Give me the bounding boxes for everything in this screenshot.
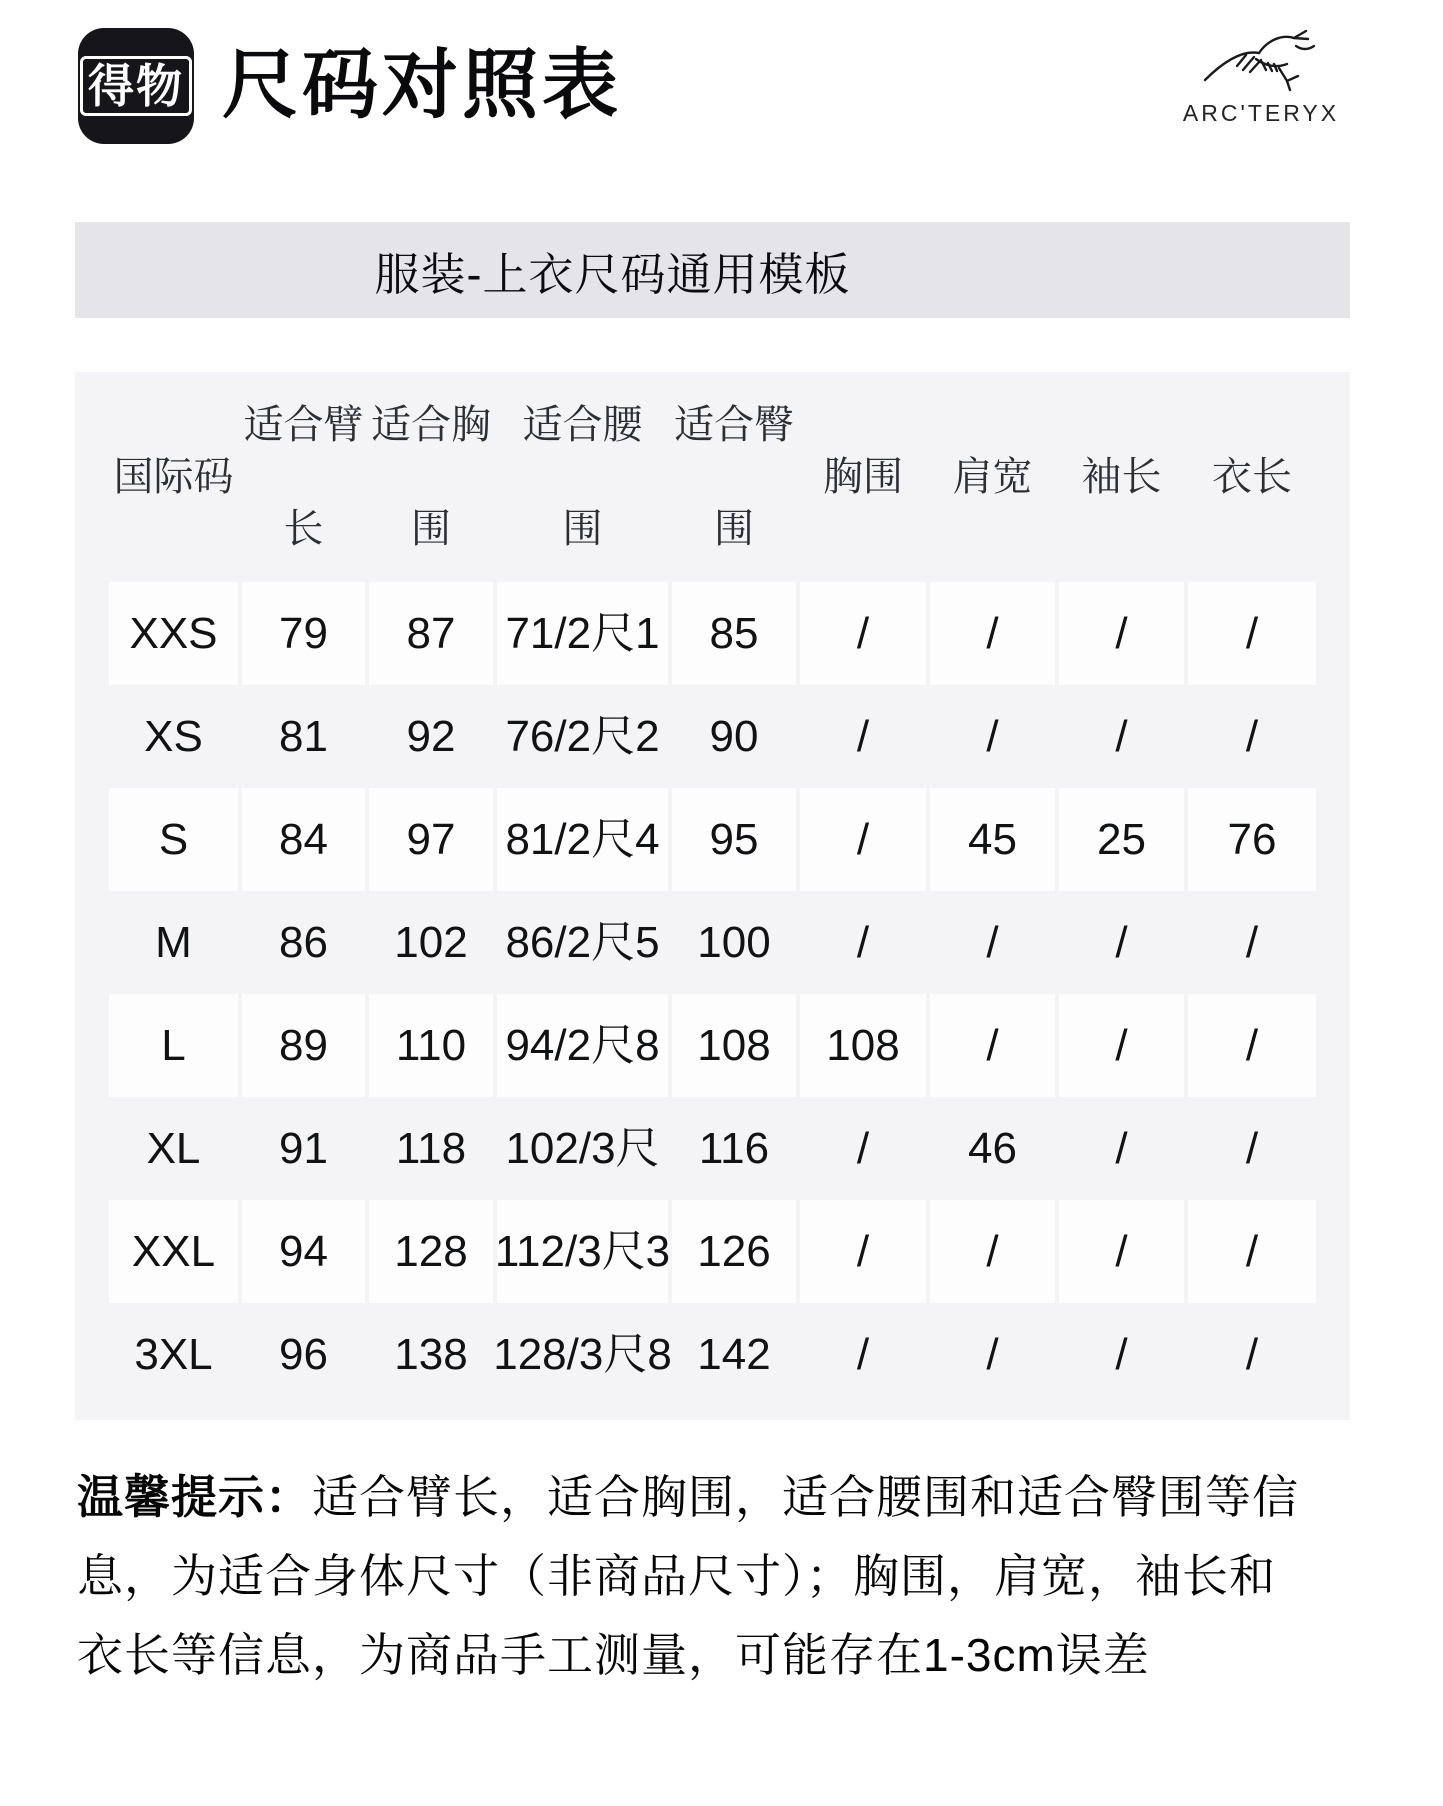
value-cell: 89 (242, 994, 365, 1097)
page-title: 尺码对照表 (222, 43, 622, 128)
value-cell: / (856, 917, 870, 967)
value-cell: / (930, 582, 1055, 685)
value-cell: 128 (369, 1200, 493, 1303)
col-header-fit-arm-length: 适合臂 长 (243, 403, 364, 551)
template-banner-text: 服装-上衣尺码通用模板 (374, 248, 851, 300)
value-cell: / (930, 1200, 1055, 1303)
value-cell: / (1059, 1200, 1184, 1303)
value-cell: / (1245, 1329, 1259, 1379)
value-cell: / (1245, 917, 1259, 967)
value-cell: / (930, 994, 1055, 1097)
value-cell: 126 (672, 1200, 796, 1303)
value-cell: 100 (697, 917, 771, 967)
value-cell: 94/2尺8 (497, 994, 668, 1097)
value-cell: 90 (709, 711, 759, 761)
value-cell: 94 (242, 1200, 365, 1303)
size-cell-XXL: XXL (109, 1200, 238, 1303)
dewu-logo (78, 28, 194, 144)
value-cell: / (856, 1329, 870, 1379)
value-cell: 128/3尺8 (493, 1329, 672, 1379)
value-cell: / (800, 1200, 926, 1303)
dewu-logo-text: 得物 (80, 56, 192, 116)
value-cell: / (1115, 917, 1128, 967)
value-cell: 108 (800, 994, 926, 1097)
value-cell: 102/3尺 (505, 1123, 660, 1173)
value-cell: 116 (698, 1123, 770, 1173)
footer-note (77, 1458, 1373, 1695)
size-cell-L: L (109, 994, 238, 1097)
value-cell: 84 (242, 788, 365, 891)
value-cell: / (1115, 711, 1128, 761)
size-cell-XL: XL (146, 1123, 201, 1173)
value-cell: / (1188, 1200, 1316, 1303)
footer-note-line: 温馨提示：适合臂长，适合胸围，适合腰围和适合臀围等信 (77, 1471, 1299, 1523)
size-cell-3XL: 3XL (134, 1329, 213, 1379)
value-cell: 81/2尺4 (497, 788, 668, 891)
col-header-shoulder: 肩宽 (952, 455, 1033, 499)
value-cell: / (856, 1123, 870, 1173)
value-cell: / (1245, 1123, 1259, 1173)
col-header-garment-length: 衣长 (1212, 455, 1292, 499)
value-cell: 79 (242, 582, 365, 685)
value-cell: 46 (968, 1123, 1017, 1173)
arcteryx-wordmark: ARC'TERYX (1182, 100, 1340, 126)
page-header (78, 28, 622, 144)
size-cell-S: S (109, 788, 238, 891)
value-cell: / (1115, 1123, 1128, 1173)
value-cell: 96 (279, 1329, 328, 1379)
value-cell: 108 (672, 994, 796, 1097)
value-cell: 138 (394, 1329, 468, 1379)
size-cell-XS: XS (144, 711, 203, 761)
value-cell: / (800, 582, 926, 685)
value-cell: / (1188, 994, 1316, 1097)
col-header-fit-chest: 适合胸 围 (371, 403, 491, 551)
col-header-chest: 胸围 (823, 455, 903, 499)
size-cell-XXS: XXS (109, 582, 238, 685)
value-cell: 112/3尺3 (497, 1200, 668, 1303)
value-cell: 102 (394, 917, 468, 967)
value-cell: / (800, 788, 926, 891)
value-cell: 142 (697, 1329, 771, 1379)
value-cell: / (1059, 994, 1184, 1097)
value-cell: 95 (672, 788, 796, 891)
value-cell: / (1188, 582, 1316, 685)
value-cell: 86/2尺5 (505, 917, 660, 967)
value-cell: 85 (672, 582, 796, 685)
footer-note-line: 息，为适合身体尺寸（非商品尺寸）；胸围，肩宽，袖长和 (77, 1550, 1276, 1602)
value-cell: 92 (406, 711, 456, 761)
col-header-international-size: 国际码 (113, 455, 234, 499)
size-table (75, 372, 1350, 1420)
value-cell: 76/2尺2 (505, 711, 660, 761)
value-cell: 87 (369, 582, 493, 685)
size-cell-M: M (155, 917, 192, 967)
value-cell: 45 (930, 788, 1055, 891)
value-cell: / (1059, 582, 1184, 685)
arcteryx-bird-icon (1199, 26, 1323, 92)
value-cell: 76 (1188, 788, 1316, 891)
value-cell: / (986, 1329, 999, 1379)
col-header-fit-waist: 适合腰 围 (522, 403, 643, 551)
template-banner (75, 222, 1350, 318)
value-cell: 97 (369, 788, 493, 891)
value-cell: 91 (279, 1123, 328, 1173)
value-cell: / (1245, 711, 1259, 761)
value-cell: / (1115, 1329, 1128, 1379)
value-cell: 86 (279, 917, 328, 967)
value-cell: 71/2尺1 (497, 582, 668, 685)
value-cell: 25 (1059, 788, 1184, 891)
col-header-sleeve: 袖长 (1081, 455, 1162, 499)
footer-note-line: 衣长等信息，为商品手工测量，可能存在1-3cm误差 (77, 1629, 1150, 1681)
footer-note-prefix: 温馨提示： (77, 1471, 312, 1523)
value-cell: 110 (369, 994, 493, 1097)
value-cell: 118 (395, 1123, 467, 1173)
value-cell: 81 (279, 711, 328, 761)
col-header-fit-hip: 适合臀 围 (674, 403, 794, 551)
value-cell: / (986, 711, 999, 761)
value-cell: / (986, 917, 999, 967)
arcteryx-logo (1171, 26, 1351, 127)
value-cell: / (856, 711, 870, 761)
